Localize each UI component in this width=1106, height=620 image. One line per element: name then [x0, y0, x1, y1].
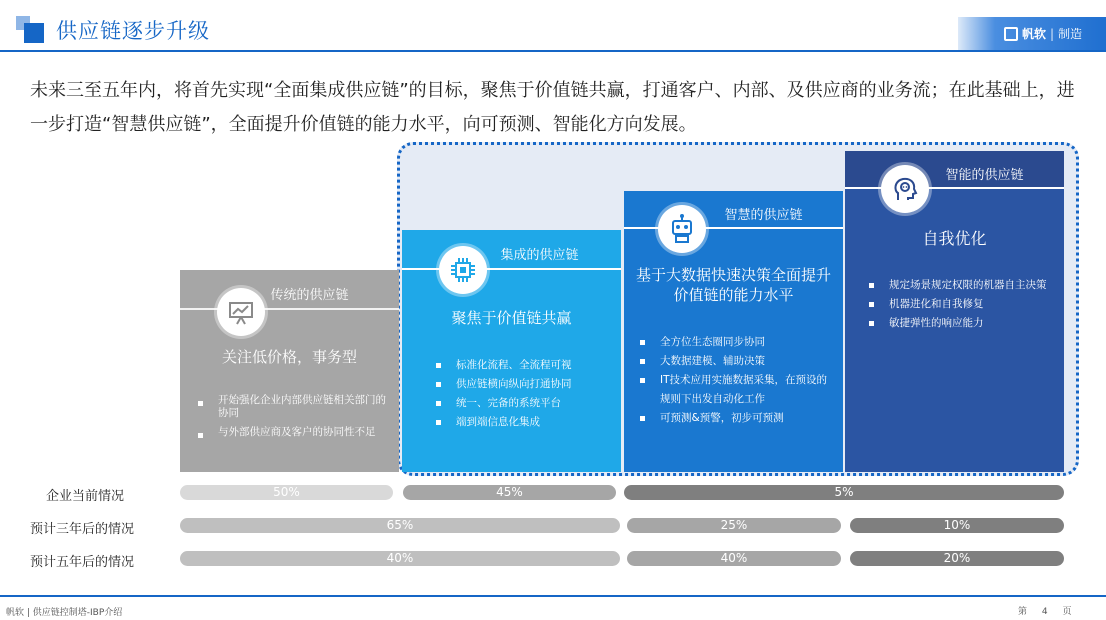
footer-divider [0, 595, 1106, 597]
list-item: 规定场景规定权限的机器自主决策 [865, 276, 1060, 295]
row-label-three-years: 预计三年后的情况 [30, 522, 135, 537]
row-five-years-cell-3: 20% [850, 551, 1064, 566]
stage-heading: 自我优化 [922, 229, 987, 248]
brand-separator: | [1050, 26, 1055, 41]
header-divider [0, 50, 1106, 52]
list-item: 可预测&预警，初步可预测 [636, 409, 836, 428]
robot-icon [658, 205, 706, 253]
stage-traditional [180, 270, 399, 472]
row-three-years-cell-2: 25% [627, 518, 841, 533]
row-label-five-years: 预计五年后的情况 [30, 555, 135, 570]
row-three-years-cell-1: 65% [180, 518, 620, 533]
page-indicator [1012, 604, 1078, 617]
stage-title: 智能的供应链 [945, 168, 1024, 183]
stage-bullets [636, 333, 836, 428]
stage-heading: 关注低价格，事务型 [221, 348, 357, 366]
list-item: 敏捷弹性的响应能力 [865, 314, 1060, 333]
stage-bullets [432, 356, 617, 432]
stage-intelligent [845, 151, 1064, 472]
stage-heading: 基于大数据快速决策全面提升价值链的能力水平 [635, 266, 831, 304]
header-decor-square-dark [24, 23, 44, 43]
stage-heading: 聚焦于价值链共赢 [451, 309, 572, 327]
presentation-chart-icon [217, 288, 265, 336]
page-number: 4 [1041, 607, 1048, 617]
row-current-cell-3: 5% [624, 485, 1064, 500]
stage-title: 集成的供应链 [500, 248, 579, 263]
list-item: 大数据建模、辅助决策 [636, 352, 836, 371]
brand-badge [958, 17, 1106, 50]
stage-bullets [865, 276, 1060, 333]
row-five-years-cell-1: 40% [180, 551, 620, 566]
list-item: IT技术应用实施数据采集，在预设的规则下出发自动化工作 [636, 371, 836, 409]
chip-icon [439, 246, 487, 294]
page-suffix: 页 [1062, 607, 1072, 617]
stage-integrated [402, 230, 621, 472]
stage-bullets [194, 394, 392, 439]
list-item: 机器进化和自我修复 [865, 295, 1060, 314]
brand-section: 制造 [1058, 27, 1083, 41]
ai-head-icon [881, 165, 929, 213]
row-current-cell-1: 50% [180, 485, 393, 500]
brand-logo-text: 帆软 [1022, 27, 1047, 41]
stage-smart [624, 191, 843, 472]
list-item: 全方位生态圈同步协同 [636, 333, 836, 352]
list-item: 与外部供应商及客户的协同性不足 [194, 426, 392, 439]
stage-title: 传统的供应链 [270, 288, 349, 303]
page-title: 供应链逐步升级 [56, 19, 210, 43]
intro-paragraph: 未来三至五年内，将首先实现“全面集成供应链”的目标，聚焦于价值链共赢，打通客户、内部、及供应商的业务流；在此基础上，进一步打造“智慧供应链”，全面提升价值链的能力水平，向可预测、智能化方向发展。 [30, 80, 1075, 135]
list-item: 端到端信息化集成 [432, 413, 617, 432]
page-prefix: 第 [1018, 607, 1028, 617]
row-three-years-cell-3: 10% [850, 518, 1064, 533]
list-item: 统一、完备的系统平台 [432, 394, 617, 413]
footer-caption: 帆软 | 供应链控制塔-IBP介绍 [6, 608, 123, 618]
row-label-current: 企业当前情况 [46, 489, 125, 504]
brand-logo-icon [1004, 27, 1018, 41]
row-five-years-cell-2: 40% [627, 551, 841, 566]
list-item: 标准化流程、全流程可视 [432, 356, 617, 375]
list-item: 供应链横向纵向打通协同 [432, 375, 617, 394]
stage-title: 智慧的供应链 [724, 208, 803, 223]
row-current-cell-2: 45% [403, 485, 616, 500]
list-item: 开始强化企业内部供应链相关部门的协同 [194, 394, 392, 420]
